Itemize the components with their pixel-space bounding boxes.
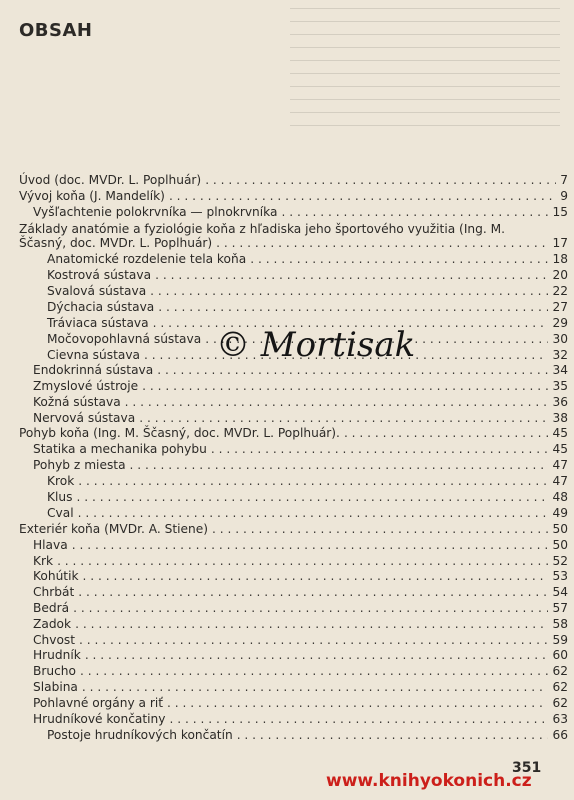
toc-entry-title: Postoje hrudníkových končatín	[47, 728, 233, 742]
toc-entry-title: Hlava	[33, 538, 68, 552]
toc-entry-page: 62	[552, 680, 568, 694]
toc-entry-title: Chrbát	[33, 585, 75, 599]
leader-dots	[169, 188, 556, 204]
leader-dots	[170, 711, 549, 727]
toc-entry	[33, 616, 568, 632]
leader-dots	[142, 378, 548, 394]
toc-entry-page: 47	[552, 458, 568, 472]
toc-entry-page: 20	[552, 268, 568, 282]
toc-entry	[33, 632, 568, 648]
leader-dots	[211, 441, 549, 457]
leader-dots	[78, 473, 548, 489]
toc-entry	[33, 537, 568, 553]
toc-entry	[33, 600, 568, 616]
toc-entry-page: 49	[552, 506, 568, 520]
leader-dots	[79, 632, 548, 648]
leader-dots	[57, 553, 548, 569]
toc-entry-page: 17	[552, 236, 568, 250]
toc-entry	[47, 505, 568, 521]
toc-entry	[33, 695, 568, 711]
toc-entry-page: 45	[552, 442, 568, 456]
toc-entry	[33, 663, 568, 679]
toc-entry	[47, 299, 568, 315]
toc-entry-title: Ščasný, doc. MVDr. L. Poplhuár)	[19, 236, 213, 250]
toc-entry-page: 27	[552, 300, 568, 314]
toc-entry-title: Dýchacia sústava	[47, 300, 155, 314]
toc-entry-page: 54	[552, 585, 568, 599]
toc-entry-page: 9	[560, 189, 568, 203]
toc-entry-title: Tráviaca sústava	[47, 316, 149, 330]
toc-entry	[47, 473, 568, 489]
toc-entry-page: 18	[552, 252, 568, 266]
toc-entry	[33, 457, 568, 473]
website-url: www.knihyokonich.cz	[326, 771, 532, 791]
toc-entry-title: Kostrová sústava	[47, 268, 152, 282]
toc-entry	[33, 394, 568, 410]
toc-entry-page: 36	[552, 395, 568, 409]
toc-entry	[19, 521, 568, 537]
toc-entry-page: 62	[552, 664, 568, 678]
leader-dots	[216, 235, 548, 251]
leader-dots	[250, 251, 548, 267]
toc-entry	[33, 679, 568, 695]
leader-dots	[75, 616, 548, 632]
leader-dots	[150, 283, 548, 299]
toc-entry-page: 35	[552, 379, 568, 393]
toc-entry-page: 58	[552, 617, 568, 631]
toc-entry-page: 22	[552, 284, 568, 298]
toc-entry-title: Brucho	[33, 664, 76, 678]
leader-dots	[155, 267, 548, 283]
toc-entry-title: Močovopohlavná sústava	[47, 332, 202, 346]
leader-dots	[167, 695, 548, 711]
leader-dots	[78, 584, 548, 600]
leader-dots	[237, 727, 549, 743]
toc-entry-title: Kožná sústava	[33, 395, 121, 409]
toc-entry-page: 47	[552, 474, 568, 488]
toc-entry	[47, 727, 568, 743]
toc-entry-title: Kohútik	[33, 569, 79, 583]
watermark: © Mortisak	[216, 325, 416, 365]
toc-entry-page: 60	[552, 648, 568, 662]
toc-entry-page: 66	[552, 728, 568, 742]
toc-entry	[19, 172, 568, 188]
toc-entry	[47, 283, 568, 299]
toc-entry-title: Úvod (doc. MVDr. L. Poplhuár)	[19, 173, 202, 187]
toc-entry-title: Chvost	[33, 633, 76, 647]
toc-entry	[33, 410, 568, 426]
leader-dots	[78, 505, 549, 521]
toc-entry	[47, 489, 568, 505]
toc-entry-page: 50	[552, 538, 568, 552]
page-number: 351	[512, 760, 542, 776]
toc-entry	[33, 568, 568, 584]
toc-entry-title: Hrudník	[33, 648, 81, 662]
toc-entry-page: 15	[552, 205, 568, 219]
toc-entry	[33, 584, 568, 600]
toc-entry-title: Vyšľachtenie polokrvníka — plnokrvníka	[33, 205, 278, 219]
toc-entry-title: Exteriér koňa (MVDr. A. Stiene)	[19, 522, 208, 536]
leader-dots	[83, 568, 549, 584]
toc-entry	[33, 378, 568, 394]
toc-entry-page: 38	[552, 411, 568, 425]
toc-entry-page: 57	[552, 601, 568, 615]
toc-entry-page: 48	[552, 490, 568, 504]
leader-dots	[82, 679, 549, 695]
leader-dots	[344, 425, 549, 441]
toc-entry-page: 32	[552, 348, 568, 362]
toc-entry-title: Cievna sústava	[47, 348, 141, 362]
toc-entry-title: Svalová sústava	[47, 284, 147, 298]
toc-entry	[19, 188, 568, 204]
leader-dots	[281, 204, 548, 220]
toc-entry-page: 45	[552, 426, 568, 440]
toc-entry	[47, 267, 568, 283]
toc-entry-title: Statika a mechanika pohybu	[33, 442, 207, 456]
leader-dots	[80, 663, 549, 679]
toc-entry-title: Nervová sústava	[33, 411, 136, 425]
toc-entry	[33, 711, 568, 727]
toc-entry-title: Anatomické rozdelenie tela koňa	[47, 252, 247, 266]
leader-dots	[130, 457, 549, 473]
toc-entry-title: Krk	[33, 554, 54, 568]
toc-entry-page: 62	[552, 696, 568, 710]
toc-entry-page: 30	[552, 332, 568, 346]
toc-entry-title: Bedrá	[33, 601, 70, 615]
toc-entry	[33, 647, 568, 663]
toc-entry-title: Pohyb koňa (Ing. M. Ščasný, doc. MVDr. L. Poplhuár).	[19, 426, 340, 440]
toc-entry	[19, 425, 568, 441]
toc-entry-title: Endokrinná sústava	[33, 363, 154, 377]
toc-entry	[19, 235, 568, 251]
leader-dots	[158, 299, 548, 315]
toc-entry-title: Zadok	[33, 617, 72, 631]
toc-entry-title: Pohyb z miesta	[33, 458, 126, 472]
toc-entry	[33, 553, 568, 569]
toc-entry-title: Zmyslové ústroje	[33, 379, 139, 393]
toc-entry	[33, 441, 568, 457]
toc-entry-page: 53	[552, 569, 568, 583]
toc-entry-page: 63	[552, 712, 568, 726]
toc-entry-title: Vývoj koňa (J. Mandelík)	[19, 189, 165, 203]
toc-entry-page: 34	[552, 363, 568, 377]
leader-dots	[125, 394, 549, 410]
toc-entry	[33, 204, 568, 220]
toc-entry-title: Klus	[47, 490, 73, 504]
toc-entry-title: Pohlavné orgány a riť	[33, 696, 164, 710]
toc-entry	[47, 251, 568, 267]
leader-dots	[73, 600, 548, 616]
leader-dots	[139, 410, 548, 426]
toc-entry-line: Základy anatómie a fyziológie koňa z hľadiska jeho športového využitia (Ing. M.	[19, 222, 506, 236]
toc-entry-title: Slabina	[33, 680, 78, 694]
leader-dots	[205, 172, 556, 188]
toc-entry-page: 50	[552, 522, 568, 536]
toc-entry-page: 52	[552, 554, 568, 568]
leader-dots	[85, 647, 549, 663]
toc-entry-title: Cval	[47, 506, 74, 520]
toc-entry-page: 59	[552, 633, 568, 647]
leader-dots	[212, 521, 548, 537]
toc-entry-title: Krok	[47, 474, 75, 488]
leader-dots	[72, 537, 549, 553]
page-title: OBSAH	[19, 20, 93, 41]
toc-entry-page: 29	[552, 316, 568, 330]
toc-entry-page: 7	[560, 173, 568, 187]
toc-entry-title: Hrudníkové končatiny	[33, 712, 166, 726]
leader-dots	[76, 489, 548, 505]
